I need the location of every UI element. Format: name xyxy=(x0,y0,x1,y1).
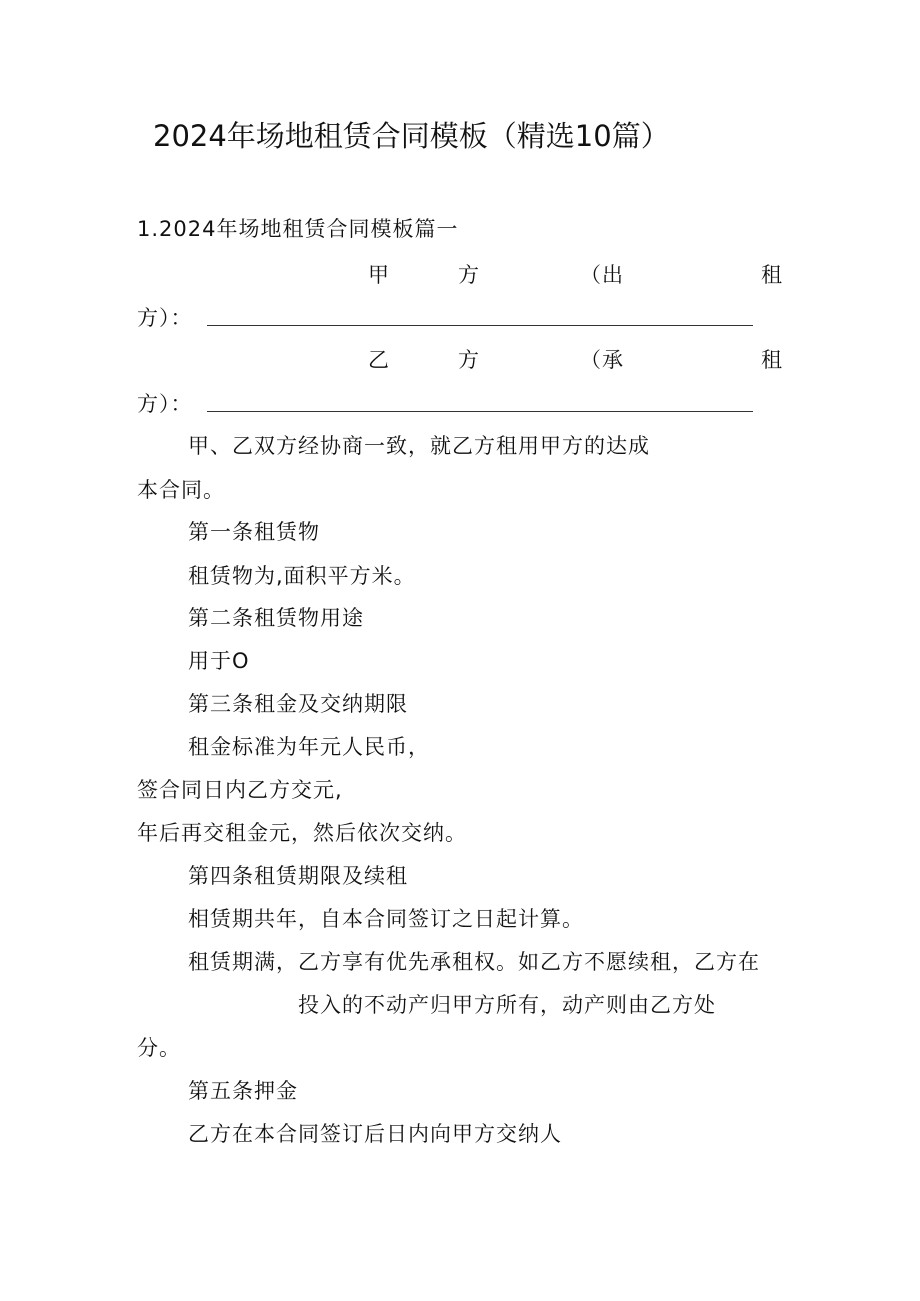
paragraph: 租赁物为,面积平方米。 xyxy=(188,564,416,588)
party-a-char-1: 甲 xyxy=(368,263,390,287)
party-b-char-2: 方 xyxy=(458,348,480,372)
party-b-label-end: 方）： xyxy=(137,392,193,416)
party-b-char-1: 乙 xyxy=(368,348,390,372)
paragraph: 分。 xyxy=(137,1036,181,1060)
article-heading: 第四条租赁期限及续租 xyxy=(188,864,408,888)
paragraph: 投入的不动产归甲方所有，动产则由乙方处 xyxy=(298,993,716,1017)
paragraph: 租赁期满，乙方享有优先承租权。如乙方不愿续租，乙方在 xyxy=(188,950,760,974)
party-a-signature-line xyxy=(207,325,753,326)
paragraph: 相赁期共年，自本合同签订之日起计算。 xyxy=(188,907,584,931)
party-a-char-4: 租 xyxy=(761,263,783,287)
document-title: 2024年场地租赁合同模板（精选10篇） xyxy=(153,119,670,153)
paragraph: 本合同。 xyxy=(137,478,225,502)
party-b-char-3: （承 xyxy=(580,348,624,372)
party-a-char-2: 方 xyxy=(458,263,480,287)
party-b-signature-line xyxy=(207,411,753,412)
paragraph: 甲、乙双方经协商一致，就乙方租用甲方的达成 xyxy=(188,434,650,458)
party-b-char-4: 租 xyxy=(761,348,783,372)
section-heading: 1.2024年场地租赁合同模板篇一 xyxy=(137,217,459,241)
paragraph: 租金标准为年元人民币， xyxy=(188,735,430,759)
paragraph: 乙方在本合同签订后日内向甲方交纳人 xyxy=(188,1122,562,1146)
paragraph: 年后再交租金元，然后依次交纳。 xyxy=(137,821,467,845)
article-heading: 第五条押金 xyxy=(188,1079,298,1103)
paragraph: 签合同日内乙方交元, xyxy=(137,778,343,802)
paragraph: 用于O xyxy=(188,649,250,673)
article-heading: 第一条租赁物 xyxy=(188,520,320,544)
party-a-label-end: 方）： xyxy=(137,306,193,330)
article-heading: 第二条租赁物用途 xyxy=(188,606,364,630)
article-heading: 第三条租金及交纳期限 xyxy=(188,692,408,716)
party-a-char-3: （出 xyxy=(580,263,624,287)
